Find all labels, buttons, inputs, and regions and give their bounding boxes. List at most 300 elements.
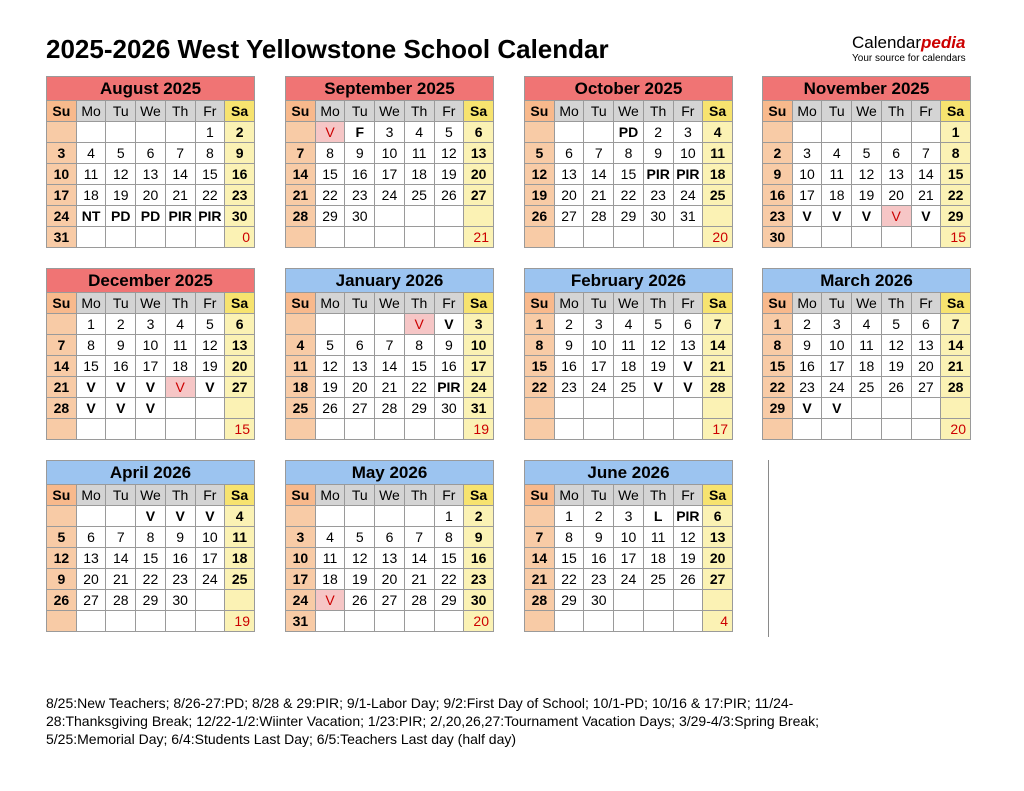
day-cell: 17	[136, 356, 166, 377]
day-cell: 3	[136, 314, 166, 335]
school-days-count: 20	[703, 227, 733, 248]
day-cell: 6	[673, 314, 703, 335]
weekday-label: Su	[286, 293, 316, 314]
day-cell	[106, 419, 136, 440]
day-cell	[673, 590, 703, 611]
day-cell: 21	[106, 569, 136, 590]
day-cell: 10	[584, 335, 614, 356]
day-cell	[434, 611, 464, 632]
day-cell: 14	[165, 164, 195, 185]
day-cell: 26	[345, 590, 375, 611]
weekday-label: Fr	[673, 293, 703, 314]
day-cell	[822, 122, 852, 143]
day-cell: 29	[554, 590, 584, 611]
day-cell: V	[136, 377, 166, 398]
day-cell: 14	[525, 548, 555, 569]
day-cell: 14	[911, 164, 941, 185]
day-cell: 9	[165, 527, 195, 548]
day-cell: 9	[584, 527, 614, 548]
day-cell: 5	[434, 122, 464, 143]
day-cell: 29	[763, 398, 793, 419]
day-cell: 19	[525, 185, 555, 206]
month-august-2025	[46, 76, 255, 248]
day-cell: 9	[464, 527, 494, 548]
day-cell: 29	[404, 398, 434, 419]
day-cell: 23	[345, 185, 375, 206]
day-cell	[286, 122, 316, 143]
month-title: November 2025	[763, 77, 971, 101]
month-june-2026	[524, 460, 733, 632]
day-cell: 30	[584, 590, 614, 611]
week-row	[525, 506, 733, 527]
day-cell	[643, 590, 673, 611]
day-cell: 16	[464, 548, 494, 569]
weekday-label: Fr	[434, 101, 464, 122]
day-cell: 15	[941, 164, 971, 185]
week-row	[286, 314, 494, 335]
week-row	[525, 398, 733, 419]
day-cell: 12	[881, 335, 911, 356]
day-cell: 4	[315, 527, 345, 548]
weekday-label: Th	[643, 485, 673, 506]
day-cell: 21	[584, 185, 614, 206]
day-cell: 5	[106, 143, 136, 164]
day-cell	[643, 419, 673, 440]
day-cell: PIR	[643, 164, 673, 185]
day-cell	[165, 398, 195, 419]
day-cell	[525, 419, 555, 440]
day-cell: 17	[464, 356, 494, 377]
week-row	[763, 206, 971, 227]
day-cell: 7	[941, 314, 971, 335]
day-cell: 25	[643, 569, 673, 590]
day-cell: 23	[464, 569, 494, 590]
day-cell	[852, 227, 882, 248]
day-cell: 16	[106, 356, 136, 377]
day-cell: V	[76, 377, 106, 398]
day-cell	[76, 122, 106, 143]
day-cell: 7	[525, 527, 555, 548]
day-cell	[554, 611, 584, 632]
day-cell: V	[643, 377, 673, 398]
week-row	[525, 143, 733, 164]
day-cell	[614, 419, 644, 440]
day-cell	[584, 227, 614, 248]
day-cell	[195, 590, 225, 611]
day-cell	[525, 611, 555, 632]
day-cell: 13	[225, 335, 255, 356]
day-cell	[763, 122, 793, 143]
month-title: May 2026	[286, 461, 494, 485]
legend-line: 5/25:Memorial Day; 6/4:Students Last Day; 6/5:Teachers Last day (half day)	[46, 731, 517, 747]
day-cell: 26	[434, 185, 464, 206]
day-cell: 5	[315, 335, 345, 356]
weekday-label: We	[136, 101, 166, 122]
month-title: August 2025	[47, 77, 255, 101]
day-cell: 2	[106, 314, 136, 335]
weekday-label: Su	[763, 101, 793, 122]
day-cell: 25	[225, 569, 255, 590]
week-row	[47, 335, 255, 356]
day-cell: 7	[165, 143, 195, 164]
day-cell: 15	[195, 164, 225, 185]
month-may-2026	[285, 460, 494, 632]
weekday-label: Sa	[225, 485, 255, 506]
day-cell: 2	[792, 314, 822, 335]
day-cell: V	[106, 398, 136, 419]
day-cell: 24	[464, 377, 494, 398]
day-cell	[76, 227, 106, 248]
day-cell	[225, 398, 255, 419]
weekday-label: Sa	[941, 293, 971, 314]
day-cell: 21	[286, 185, 316, 206]
day-cell: PD	[106, 206, 136, 227]
school-days-count: 17	[703, 419, 733, 440]
weekday-label: Tu	[584, 101, 614, 122]
day-cell: 7	[911, 143, 941, 164]
day-cell: 1	[525, 314, 555, 335]
day-cell: 18	[76, 185, 106, 206]
month-february-2026	[524, 268, 733, 440]
day-cell: 20	[375, 569, 405, 590]
day-cell: 24	[614, 569, 644, 590]
day-cell: 4	[286, 335, 316, 356]
week-row	[286, 356, 494, 377]
weekday-label: We	[375, 101, 405, 122]
day-cell	[404, 227, 434, 248]
day-cell: 1	[434, 506, 464, 527]
weekday-label: Mo	[315, 485, 345, 506]
weekday-label: We	[852, 101, 882, 122]
day-cell: V	[881, 206, 911, 227]
week-row	[763, 122, 971, 143]
day-cell: 24	[47, 206, 77, 227]
day-cell: 12	[434, 143, 464, 164]
day-cell: 5	[195, 314, 225, 335]
day-cell: 13	[554, 164, 584, 185]
day-cell: 18	[286, 377, 316, 398]
school-days-count: 15	[225, 419, 255, 440]
day-cell: 6	[703, 506, 733, 527]
day-cell: 16	[225, 164, 255, 185]
day-cell: 3	[614, 506, 644, 527]
day-cell: PIR	[673, 506, 703, 527]
day-cell: 6	[375, 527, 405, 548]
day-cell	[106, 227, 136, 248]
day-cell: 2	[763, 143, 793, 164]
day-cell	[881, 419, 911, 440]
brand-logo[interactable]	[852, 33, 966, 64]
day-cell	[525, 122, 555, 143]
day-cell: 12	[643, 335, 673, 356]
day-cell	[584, 122, 614, 143]
school-days-count: 19	[225, 611, 255, 632]
week-row	[525, 314, 733, 335]
day-cell: 19	[881, 356, 911, 377]
day-cell: 13	[703, 527, 733, 548]
weekday-label: Su	[47, 485, 77, 506]
weekday-label: Th	[165, 485, 195, 506]
day-cell	[434, 206, 464, 227]
week-row	[763, 185, 971, 206]
weekday-label: Tu	[822, 293, 852, 314]
day-cell: 10	[673, 143, 703, 164]
day-cell: 24	[822, 377, 852, 398]
day-cell: 10	[822, 335, 852, 356]
day-cell: 4	[225, 506, 255, 527]
day-cell: 7	[106, 527, 136, 548]
day-cell: 19	[195, 356, 225, 377]
week-row	[47, 548, 255, 569]
day-cell: PIR	[673, 164, 703, 185]
weekday-label: Fr	[911, 293, 941, 314]
day-cell	[375, 206, 405, 227]
day-cell: 9	[643, 143, 673, 164]
week-row	[286, 506, 494, 527]
day-cell: 31	[673, 206, 703, 227]
day-cell	[911, 398, 941, 419]
day-cell: PIR	[434, 377, 464, 398]
day-cell: 8	[404, 335, 434, 356]
day-cell: 3	[464, 314, 494, 335]
day-cell: 8	[195, 143, 225, 164]
day-cell: 5	[345, 527, 375, 548]
week-row	[763, 227, 971, 248]
day-cell	[792, 227, 822, 248]
day-cell	[315, 314, 345, 335]
day-cell	[315, 611, 345, 632]
month-title: September 2025	[286, 77, 494, 101]
day-cell: L	[643, 506, 673, 527]
day-cell	[434, 227, 464, 248]
day-cell: 21	[911, 185, 941, 206]
day-cell	[136, 611, 166, 632]
day-cell: 30	[165, 590, 195, 611]
day-cell: 16	[792, 356, 822, 377]
week-row	[47, 506, 255, 527]
day-cell: 12	[673, 527, 703, 548]
day-cell: 23	[225, 185, 255, 206]
week-row	[525, 185, 733, 206]
page-title: 2025-2026 West Yellowstone School Calendar	[46, 34, 609, 64]
day-cell	[554, 398, 584, 419]
day-cell: 28	[941, 377, 971, 398]
day-cell	[792, 122, 822, 143]
day-cell: V	[195, 506, 225, 527]
day-cell: PD	[136, 206, 166, 227]
day-cell: 30	[464, 590, 494, 611]
day-cell: 19	[315, 377, 345, 398]
day-cell: 26	[881, 377, 911, 398]
week-row	[47, 227, 255, 248]
day-cell: 30	[345, 206, 375, 227]
day-cell: 8	[434, 527, 464, 548]
day-cell: PD	[614, 122, 644, 143]
day-cell: 22	[941, 185, 971, 206]
weekday-label: Sa	[225, 101, 255, 122]
day-cell: 15	[76, 356, 106, 377]
day-cell	[404, 611, 434, 632]
day-cell: 21	[703, 356, 733, 377]
day-cell: 8	[941, 143, 971, 164]
day-cell: 21	[941, 356, 971, 377]
day-cell: 9	[345, 143, 375, 164]
school-days-count: 21	[464, 227, 494, 248]
day-cell	[345, 227, 375, 248]
day-cell	[703, 590, 733, 611]
weekday-label: Tu	[584, 485, 614, 506]
day-cell: 3	[673, 122, 703, 143]
weekday-label: Th	[404, 485, 434, 506]
day-cell: 20	[225, 356, 255, 377]
week-row	[47, 398, 255, 419]
day-cell	[375, 611, 405, 632]
weekday-label: Tu	[345, 293, 375, 314]
day-cell: 31	[464, 398, 494, 419]
weekday-label: Tu	[584, 293, 614, 314]
day-cell: 28	[286, 206, 316, 227]
weekday-label: Su	[47, 101, 77, 122]
day-cell: 17	[375, 164, 405, 185]
weekday-label: Su	[525, 293, 555, 314]
day-cell: 15	[434, 548, 464, 569]
day-cell	[673, 227, 703, 248]
day-cell: 18	[852, 356, 882, 377]
week-row	[763, 398, 971, 419]
weekday-label: Tu	[345, 485, 375, 506]
day-cell	[822, 227, 852, 248]
week-row	[286, 611, 494, 632]
week-row	[47, 611, 255, 632]
day-cell	[703, 206, 733, 227]
day-cell: 25	[703, 185, 733, 206]
weekday-label: Mo	[315, 101, 345, 122]
weekday-label: Sa	[703, 485, 733, 506]
day-cell	[375, 506, 405, 527]
day-cell: 11	[614, 335, 644, 356]
weekday-label: We	[136, 485, 166, 506]
week-row	[525, 122, 733, 143]
day-cell: 7	[404, 527, 434, 548]
day-cell: 9	[225, 143, 255, 164]
day-cell	[286, 419, 316, 440]
school-days-count: 20	[941, 419, 971, 440]
day-cell: 26	[47, 590, 77, 611]
day-cell: 14	[106, 548, 136, 569]
day-cell: 5	[643, 314, 673, 335]
day-cell	[375, 314, 405, 335]
day-cell: 20	[554, 185, 584, 206]
day-cell	[763, 419, 793, 440]
day-cell: V	[852, 206, 882, 227]
week-row	[525, 569, 733, 590]
day-cell: 19	[673, 548, 703, 569]
week-row	[47, 122, 255, 143]
week-row	[47, 314, 255, 335]
week-row	[47, 569, 255, 590]
day-cell: 23	[792, 377, 822, 398]
week-row	[286, 164, 494, 185]
school-days-count: 15	[941, 227, 971, 248]
day-cell: 10	[792, 164, 822, 185]
weekday-label: Fr	[195, 293, 225, 314]
day-cell	[195, 419, 225, 440]
day-cell: 27	[345, 398, 375, 419]
weekday-label: Sa	[464, 101, 494, 122]
day-cell: 12	[315, 356, 345, 377]
day-cell: 11	[852, 335, 882, 356]
day-cell: 28	[106, 590, 136, 611]
day-cell: 16	[165, 548, 195, 569]
day-cell: 11	[76, 164, 106, 185]
day-cell: V	[822, 206, 852, 227]
weekday-label: Tu	[822, 101, 852, 122]
day-cell: 8	[763, 335, 793, 356]
day-cell: 9	[792, 335, 822, 356]
weekday-label: Tu	[106, 293, 136, 314]
day-cell: 12	[47, 548, 77, 569]
week-row	[763, 164, 971, 185]
day-cell: 14	[47, 356, 77, 377]
day-cell: 9	[434, 335, 464, 356]
week-row	[525, 356, 733, 377]
weekday-label: Tu	[106, 101, 136, 122]
day-cell: 6	[345, 335, 375, 356]
day-cell: 25	[852, 377, 882, 398]
day-cell: 22	[404, 377, 434, 398]
day-cell	[47, 611, 77, 632]
weekday-label: Th	[165, 293, 195, 314]
day-cell: 4	[614, 314, 644, 335]
day-cell	[286, 314, 316, 335]
weekday-label: Su	[763, 293, 793, 314]
week-row	[47, 419, 255, 440]
day-cell	[47, 506, 77, 527]
day-cell: 10	[195, 527, 225, 548]
day-cell	[584, 611, 614, 632]
week-row	[763, 377, 971, 398]
day-cell	[345, 506, 375, 527]
week-row	[763, 419, 971, 440]
day-cell: 15	[136, 548, 166, 569]
day-cell: 7	[286, 143, 316, 164]
day-cell: 13	[464, 143, 494, 164]
day-cell: 4	[852, 314, 882, 335]
weekday-label: Sa	[941, 101, 971, 122]
week-row	[525, 377, 733, 398]
brand-name: Calendarpedia	[852, 33, 966, 52]
month-november-2025	[762, 76, 971, 248]
day-cell: V	[315, 122, 345, 143]
day-cell: 10	[47, 164, 77, 185]
day-cell: 22	[136, 569, 166, 590]
week-row	[286, 569, 494, 590]
day-cell	[554, 122, 584, 143]
day-cell	[47, 314, 77, 335]
day-cell	[584, 398, 614, 419]
day-cell: 8	[136, 527, 166, 548]
day-cell: 13	[345, 356, 375, 377]
day-cell: 11	[165, 335, 195, 356]
week-row	[286, 335, 494, 356]
week-row	[763, 143, 971, 164]
day-cell	[643, 398, 673, 419]
day-cell	[911, 122, 941, 143]
weekday-label: Th	[643, 101, 673, 122]
day-cell	[76, 506, 106, 527]
week-row	[525, 164, 733, 185]
day-cell: 11	[315, 548, 345, 569]
